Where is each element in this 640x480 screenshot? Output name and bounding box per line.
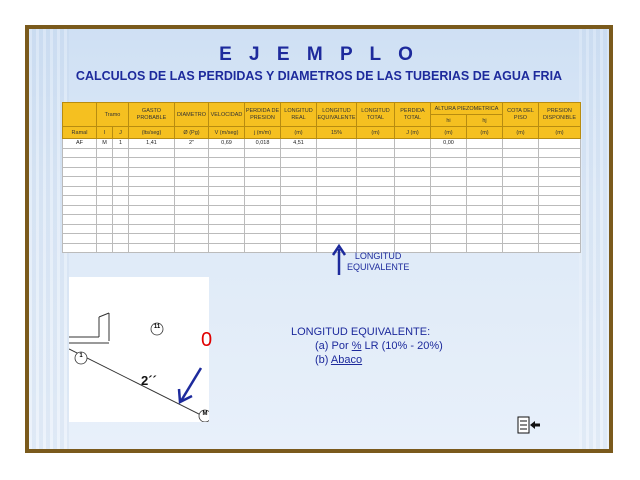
table-cell xyxy=(317,205,357,215)
header-unit-cell: (m) xyxy=(431,127,467,139)
table-cell xyxy=(395,167,431,177)
table-cell xyxy=(209,205,245,215)
table-cell xyxy=(113,215,129,225)
table-cell xyxy=(503,158,539,168)
table-cell xyxy=(317,234,357,244)
header-perdida-presion: PERDIDA DE PRESION xyxy=(245,103,281,127)
table-cell xyxy=(467,167,503,177)
table-cell xyxy=(539,215,581,225)
table-cell xyxy=(129,234,175,244)
table-cell xyxy=(467,215,503,225)
table-cell xyxy=(63,167,97,177)
table-cell xyxy=(467,224,503,234)
table-cell xyxy=(113,196,129,206)
header-perdida-total: PERDIDA TOTAL xyxy=(395,103,431,127)
option-a: (a) Por % LR (10% - 20%) xyxy=(315,340,443,352)
table-cell xyxy=(317,158,357,168)
table-cell xyxy=(467,234,503,244)
table-cell xyxy=(539,205,581,215)
table-cell xyxy=(431,243,467,253)
diagonal-arrow-icon xyxy=(175,365,205,405)
table-cell xyxy=(245,234,281,244)
table-cell xyxy=(467,243,503,253)
header-hi: hi xyxy=(431,115,467,127)
table-cell xyxy=(245,177,281,187)
table-cell xyxy=(431,205,467,215)
table-cell xyxy=(113,205,129,215)
table-cell xyxy=(63,148,97,158)
table-cell xyxy=(357,196,395,206)
return-arrow-icon[interactable] xyxy=(517,416,541,434)
table-cell xyxy=(395,196,431,206)
table-cell xyxy=(431,234,467,244)
header-presion-disponible: PRESION DISPONIBLE xyxy=(539,103,581,127)
up-arrow-icon xyxy=(329,243,349,277)
header-unit-cell: Ramal xyxy=(63,127,97,139)
table-cell xyxy=(357,186,395,196)
table-cell xyxy=(209,243,245,253)
table-cell xyxy=(281,215,317,225)
table-cell xyxy=(357,205,395,215)
header-longitud-total: LONGITUD TOTAL xyxy=(357,103,395,127)
table-cell xyxy=(503,234,539,244)
table-cell xyxy=(175,215,209,225)
table-cell xyxy=(503,139,539,149)
node-1-label: 1 xyxy=(79,353,83,359)
table-cell: 0,018 xyxy=(245,139,281,149)
table-cell xyxy=(175,196,209,206)
table-cell xyxy=(281,186,317,196)
table-cell xyxy=(97,177,113,187)
table-cell xyxy=(175,158,209,168)
slide-frame xyxy=(25,25,613,453)
table-cell xyxy=(539,167,581,177)
table-cell xyxy=(209,234,245,244)
table-cell xyxy=(357,167,395,177)
table-cell xyxy=(175,224,209,234)
table-cell xyxy=(503,186,539,196)
table-cell xyxy=(281,158,317,168)
table-cell xyxy=(245,215,281,225)
table-cell xyxy=(357,148,395,158)
table-cell xyxy=(503,148,539,158)
header-tramo: Tramo xyxy=(97,103,129,127)
zero-label: 0 xyxy=(201,329,213,351)
table-row-empty xyxy=(63,158,581,168)
table-cell: 0,00 xyxy=(431,139,467,149)
table-cell xyxy=(357,234,395,244)
table-cell xyxy=(97,215,113,225)
table-cell xyxy=(245,158,281,168)
table-cell xyxy=(317,224,357,234)
table-cell xyxy=(97,196,113,206)
table-cell xyxy=(63,234,97,244)
table-cell xyxy=(113,148,129,158)
table-cell xyxy=(175,167,209,177)
table-cell xyxy=(467,205,503,215)
table-cell xyxy=(245,224,281,234)
table-cell xyxy=(209,196,245,206)
table-cell: M xyxy=(97,139,113,149)
table-cell xyxy=(395,158,431,168)
table-cell xyxy=(539,234,581,244)
table-cell xyxy=(209,167,245,177)
table-cell xyxy=(175,177,209,187)
table-cell xyxy=(97,167,113,177)
table-cell xyxy=(467,177,503,187)
table-row xyxy=(63,139,581,149)
table-cell xyxy=(245,243,281,253)
pipe-size-label: 2´´ xyxy=(141,373,157,388)
table-cell xyxy=(539,139,581,149)
table-cell: 1 xyxy=(113,139,129,149)
header-units-row xyxy=(63,127,581,139)
table-cell xyxy=(467,139,503,149)
table-cell xyxy=(539,177,581,187)
header-velocidad: VELOCIDAD xyxy=(209,103,245,127)
table-cell xyxy=(209,177,245,187)
table-cell xyxy=(539,186,581,196)
table-cell xyxy=(357,158,395,168)
table-cell xyxy=(317,177,357,187)
table-cell xyxy=(209,224,245,234)
table-cell xyxy=(63,215,97,225)
table-cell xyxy=(503,224,539,234)
table-cell xyxy=(395,177,431,187)
table-row-empty xyxy=(63,186,581,196)
table-cell xyxy=(317,186,357,196)
table-cell xyxy=(97,243,113,253)
table-cell xyxy=(431,196,467,206)
table-cell xyxy=(357,224,395,234)
table-cell xyxy=(175,148,209,158)
table-cell xyxy=(431,215,467,225)
slide-title: E J E M P L O xyxy=(219,44,419,65)
table-cell xyxy=(129,243,175,253)
table-cell xyxy=(245,205,281,215)
table-cell xyxy=(503,177,539,187)
table-row-empty xyxy=(63,234,581,244)
table-cell xyxy=(209,186,245,196)
table-cell xyxy=(281,177,317,187)
table-cell xyxy=(129,177,175,187)
table-cell xyxy=(467,148,503,158)
table-cell xyxy=(97,158,113,168)
table-cell xyxy=(467,158,503,168)
table-cell xyxy=(129,224,175,234)
table-cell xyxy=(357,139,395,149)
header-longitud-real: LONGITUD REAL xyxy=(281,103,317,127)
node-11-label: 11 xyxy=(153,324,161,330)
table-cell xyxy=(503,205,539,215)
decorative-column-right xyxy=(579,29,609,449)
table-cell xyxy=(63,196,97,206)
table-cell xyxy=(97,148,113,158)
table-cell xyxy=(431,224,467,234)
table-cell xyxy=(209,148,245,158)
table-cell xyxy=(395,224,431,234)
equivalent-length-heading: LONGITUD EQUIVALENTE: xyxy=(291,326,431,338)
header-unit-cell: V (m/seg) xyxy=(209,127,245,139)
table-cell xyxy=(317,196,357,206)
header-longitud-equivalente: LONGITUD EQUIVALENTE xyxy=(317,103,357,127)
table-row-empty xyxy=(63,224,581,234)
header-unit-cell: j (m/m) xyxy=(245,127,281,139)
table-cell xyxy=(97,205,113,215)
table-cell xyxy=(209,215,245,225)
header-altura-piezometrica: ALTURA PIEZOMETRICA xyxy=(431,103,503,115)
option-b: (b) Abaco xyxy=(315,354,363,366)
table-cell xyxy=(395,148,431,158)
table-row-empty xyxy=(63,196,581,206)
table-cell xyxy=(63,243,97,253)
table-cell xyxy=(281,148,317,158)
slide-subtitle: CALCULOS DE LAS PERDIDAS Y DIAMETROS DE LAS TUBERIAS DE AGUA FRIA xyxy=(75,69,563,83)
table-cell xyxy=(395,139,431,149)
table-cell xyxy=(357,215,395,225)
table-cell: 2" xyxy=(175,139,209,149)
table-cell xyxy=(317,148,357,158)
table-cell xyxy=(317,139,357,149)
table-cell xyxy=(395,234,431,244)
node-m-label: M xyxy=(202,411,208,417)
table-cell xyxy=(129,186,175,196)
table-cell xyxy=(503,243,539,253)
percent-link[interactable]: % xyxy=(351,340,362,352)
header-unit-cell: (m) xyxy=(539,127,581,139)
annotation-line1: LONGITUD xyxy=(354,251,402,261)
header-unit-cell: (m) xyxy=(357,127,395,139)
table-row-empty xyxy=(63,148,581,158)
table-cell xyxy=(63,177,97,187)
table-cell xyxy=(245,148,281,158)
table-row-empty xyxy=(63,167,581,177)
table-cell xyxy=(245,196,281,206)
table-cell xyxy=(129,158,175,168)
table-cell xyxy=(113,243,129,253)
table-cell xyxy=(175,205,209,215)
table-cell xyxy=(503,167,539,177)
table-cell xyxy=(245,167,281,177)
table-cell xyxy=(431,167,467,177)
table-cell xyxy=(281,167,317,177)
table-cell xyxy=(113,158,129,168)
table-cell xyxy=(539,148,581,158)
table-cell xyxy=(63,186,97,196)
annotation-label xyxy=(347,251,409,273)
header-unit-cell: (m) xyxy=(503,127,539,139)
table-cell xyxy=(113,186,129,196)
table-cell xyxy=(175,186,209,196)
table-cell: 4,51 xyxy=(281,139,317,149)
table-cell xyxy=(281,224,317,234)
table-cell xyxy=(113,224,129,234)
table-cell xyxy=(357,177,395,187)
table-cell xyxy=(395,215,431,225)
table-cell xyxy=(431,148,467,158)
table-cell xyxy=(317,215,357,225)
table-cell xyxy=(97,234,113,244)
table-cell xyxy=(431,158,467,168)
table-cell xyxy=(317,167,357,177)
table-cell xyxy=(281,243,317,253)
header-unit-cell: J xyxy=(113,127,129,139)
annotation-line2: EQUIVALENTE xyxy=(347,262,410,272)
table-cell xyxy=(539,224,581,234)
table-cell xyxy=(97,186,113,196)
table-cell xyxy=(503,196,539,206)
table-cell xyxy=(129,167,175,177)
table-cell xyxy=(281,196,317,206)
header-diametro: DIAMETRO xyxy=(175,103,209,127)
table-cell xyxy=(63,158,97,168)
table-cell xyxy=(209,158,245,168)
table-cell xyxy=(539,243,581,253)
table-cell: AF xyxy=(63,139,97,149)
table-cell: 1,41 xyxy=(129,139,175,149)
table-cell xyxy=(539,158,581,168)
table-cell xyxy=(113,167,129,177)
header-unit-cell: (m) xyxy=(467,127,503,139)
abaco-link[interactable]: Abaco xyxy=(330,354,363,366)
header-unit-cell: 15% xyxy=(317,127,357,139)
table-cell: 0,69 xyxy=(209,139,245,149)
header-gasto: GASTO PROBABLE xyxy=(129,103,175,127)
table-row-empty xyxy=(63,243,581,253)
calculation-table xyxy=(62,102,581,253)
header-cota-piso: COTA DEL PISO xyxy=(503,103,539,127)
header-row-top xyxy=(63,103,581,115)
table-cell xyxy=(281,205,317,215)
header-unit-cell: (m) xyxy=(281,127,317,139)
table-cell xyxy=(431,177,467,187)
header-unit-cell: (lts/seg) xyxy=(129,127,175,139)
table-cell xyxy=(539,196,581,206)
table-cell xyxy=(63,205,97,215)
equivalent-length-block xyxy=(291,325,443,367)
header-unit-cell: I xyxy=(97,127,113,139)
table-cell xyxy=(503,215,539,225)
table-row-empty xyxy=(63,215,581,225)
table-cell xyxy=(245,186,281,196)
table-body xyxy=(63,139,581,253)
table-cell xyxy=(113,177,129,187)
table-cell xyxy=(63,224,97,234)
table-cell xyxy=(175,243,209,253)
table-cell xyxy=(97,224,113,234)
header-empty xyxy=(63,103,97,127)
table-cell xyxy=(129,148,175,158)
table-cell xyxy=(395,205,431,215)
table-cell xyxy=(395,186,431,196)
table-cell xyxy=(431,186,467,196)
header-unit-cell: J (m) xyxy=(395,127,431,139)
table-cell xyxy=(113,234,129,244)
table-cell xyxy=(175,234,209,244)
table-cell xyxy=(129,196,175,206)
table-cell xyxy=(467,186,503,196)
header-unit-cell: Ø (Pg) xyxy=(175,127,209,139)
table-cell xyxy=(129,205,175,215)
table-cell xyxy=(129,215,175,225)
header-hj: hj xyxy=(467,115,503,127)
table-row-empty xyxy=(63,205,581,215)
table-row-empty xyxy=(63,177,581,187)
table-cell xyxy=(281,234,317,244)
table-cell xyxy=(467,196,503,206)
